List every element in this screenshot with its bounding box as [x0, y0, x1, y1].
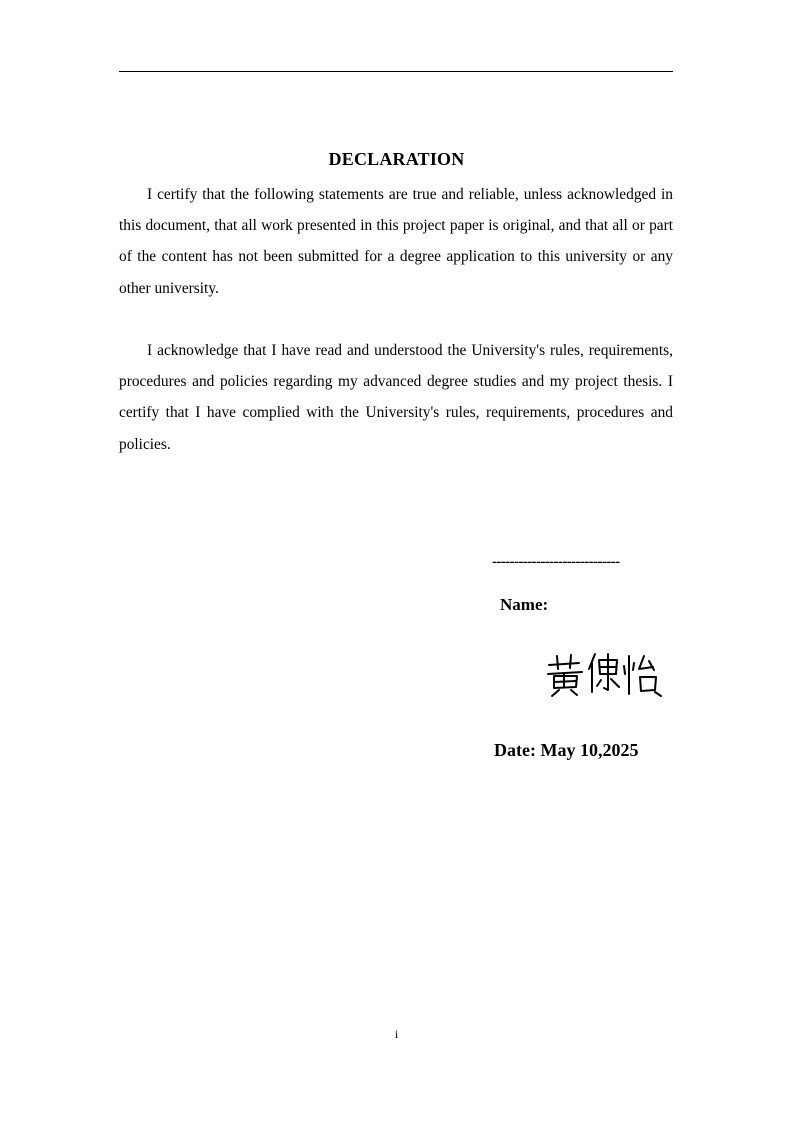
page-title: DECLARATION	[328, 149, 465, 169]
date-label: Date: May 10,2025	[494, 740, 639, 760]
page-number: i	[394, 1027, 399, 1041]
header-rule	[119, 71, 673, 72]
declaration-paragraph-2: I acknowledge that I have read and understood the University's rules, requirements, procedures and policies regarding my advanced degree studies and my project thesis. I certify that I have complied with the University's rules, requirements, procedures and policies.	[119, 342, 673, 453]
declaration-paragraph-1: I certify that the following statements are true and reliable, unless acknowledged in this document, that all work presented in this project paper is original, and that all or part of the content has not been submitted for a degree application to this university or any other university.	[119, 186, 673, 297]
name-label: Name:	[500, 595, 549, 614]
handwritten-signature	[545, 650, 663, 700]
signature-line: -----------------------------	[492, 554, 620, 570]
